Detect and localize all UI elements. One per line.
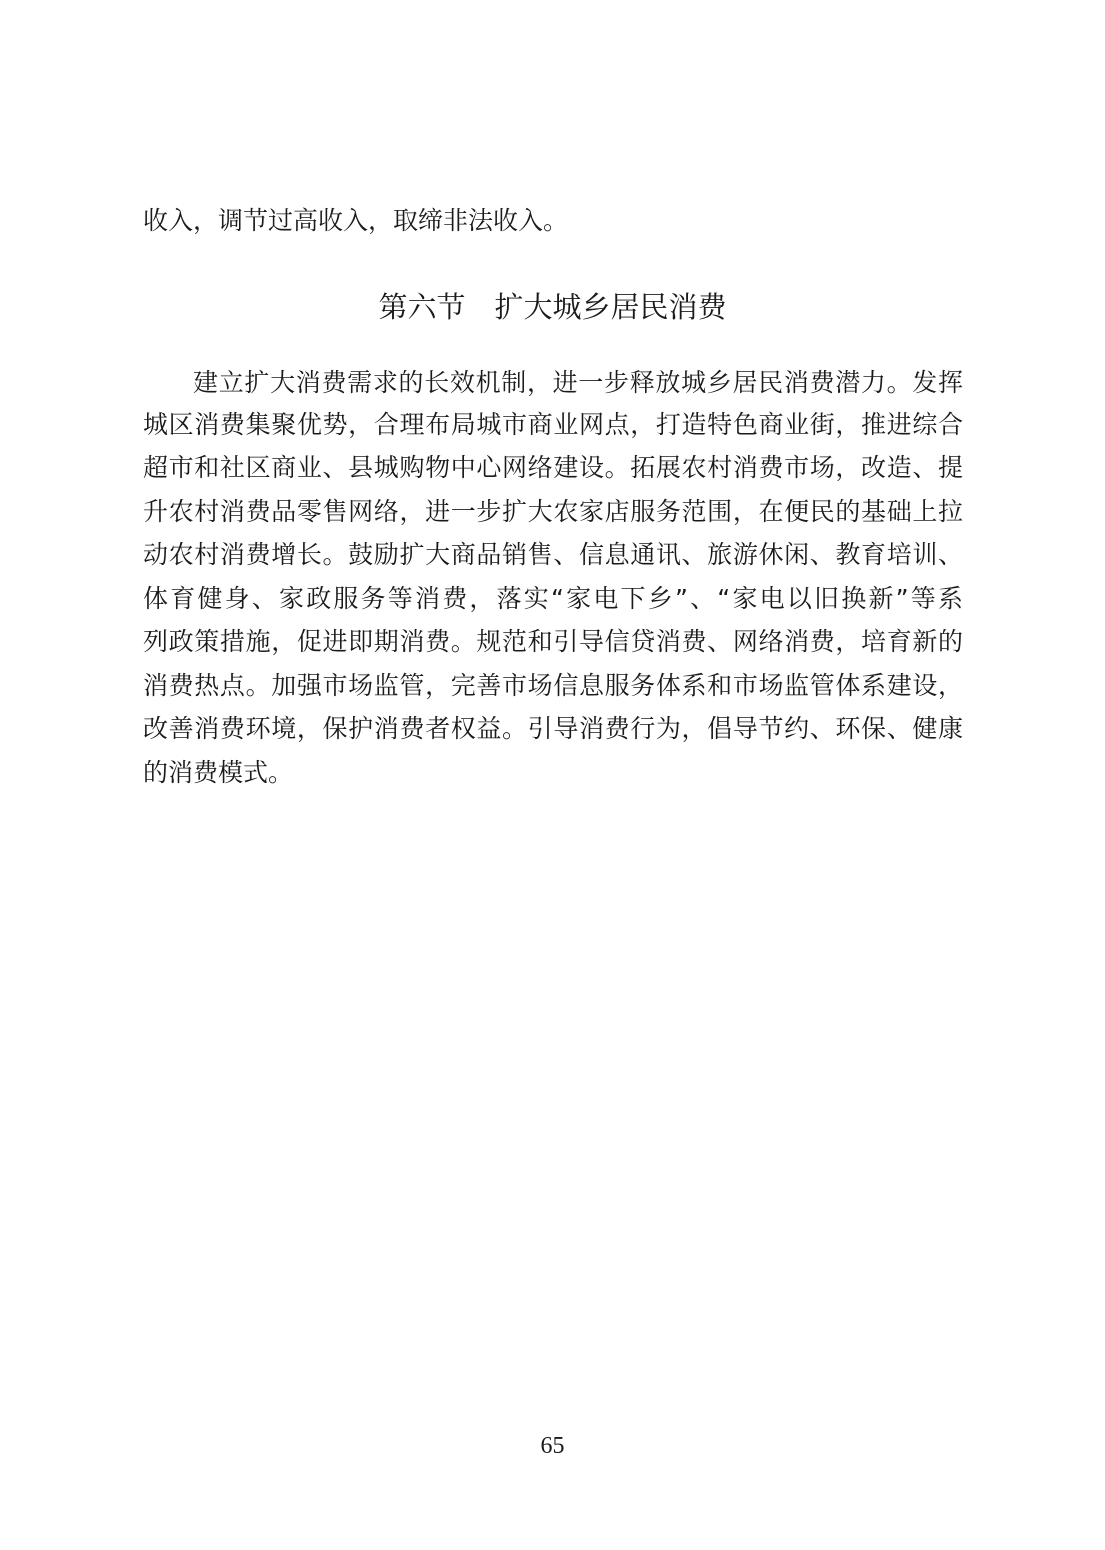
- section-title: 第六节 扩大城乡居民消费: [378, 290, 727, 324]
- paragraph-line: 城区消费集聚优势，合理布局城市商业网点，打造特色商业街，推进综合: [143, 410, 963, 439]
- paragraph-line: 升农村消费品零售网络，进一步扩大农家店服务范围，在便民的基础上拉: [143, 497, 963, 526]
- paragraph-line: 建立扩大消费需求的长效机制，进一步释放城乡居民消费潜力。发挥: [193, 368, 963, 397]
- paragraph-line: 消费热点。加强市场监管，完善市场信息服务体系和市场监管体系建设，: [143, 671, 963, 700]
- continued-paragraph-line: 收入，调节过高收入，取缔非法收入。: [143, 206, 569, 235]
- paragraph-line: 动农村消费增长。鼓励扩大商品销售、信息通讯、旅游休闲、教育培训、: [143, 540, 963, 569]
- paragraph-line: 列政策措施，促进即期消费。规范和引导信贷消费、网络消费，培育新的: [143, 627, 963, 656]
- page-number: 65: [540, 1433, 565, 1459]
- paragraph-line: 的消费模式。: [143, 758, 294, 787]
- paragraph-line: 超市和社区商业、县城购物中心网络建设。拓展农村消费市场，改造、提: [143, 453, 963, 482]
- paragraph-line: 体育健身、家政服务等消费，落实“家电下乡”、“家电以旧换新”等系: [143, 584, 963, 613]
- paragraph-line: 改善消费环境，保护消费者权益。引导消费行为，倡导节约、环保、健康: [143, 714, 963, 743]
